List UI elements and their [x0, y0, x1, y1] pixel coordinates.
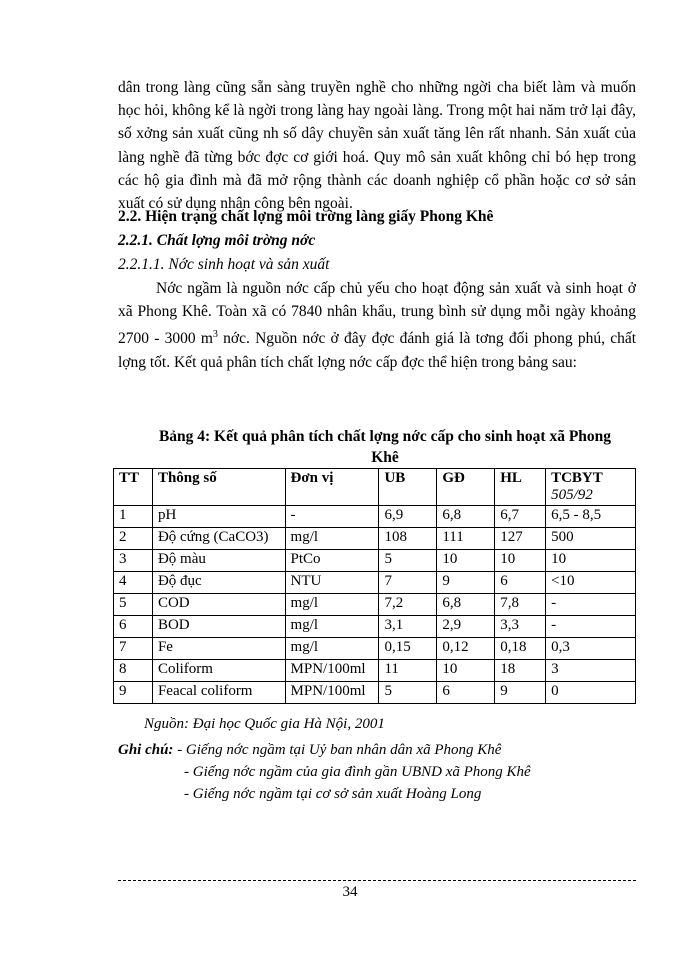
note-line	[118, 739, 531, 761]
cell-hl: 10	[495, 550, 546, 572]
cell-standard: -	[546, 594, 636, 616]
cell-standard: 6,5 - 8,5	[546, 506, 636, 528]
cell-unit: mg/l	[285, 616, 379, 638]
cell-gd: 10	[437, 550, 495, 572]
cell-parameter: Feacal coliform	[152, 682, 285, 704]
cell-ub: 6,9	[379, 506, 437, 528]
cell-gd: 2,9	[437, 616, 495, 638]
cell-standard: 0	[546, 682, 636, 704]
cell-unit: mg/l	[285, 638, 379, 660]
cell-gd: 9	[437, 572, 495, 594]
cell-parameter: Coliform	[152, 660, 285, 682]
water-quality-table	[113, 468, 636, 704]
table-source: Nguồn: Đại học Quốc gia Hà Nội, 2001	[144, 716, 385, 732]
table-caption: Bảng 4: Kết quả phân tích chất lợng nớc cấp cho sinh hoạt xã Phong Khê	[158, 428, 612, 466]
cell-parameter: Độ cứng (CaCO3)	[152, 528, 285, 550]
cell-ub: 5	[379, 682, 437, 704]
cell-hl: 0,18	[495, 638, 546, 660]
header-tt: TT	[114, 469, 153, 506]
cell-tt: 6	[114, 616, 153, 638]
cell-standard: 0,3	[546, 638, 636, 660]
table-row	[114, 638, 636, 660]
heading-2-2: 2.2. Hiện trạng chất lợng môi trờng làng giấy Phong Khê	[118, 208, 494, 225]
header-parameter: Thông số	[152, 469, 285, 506]
header-ub: UB	[379, 469, 437, 506]
page-number: 34	[342, 884, 358, 900]
table-row	[114, 506, 636, 528]
note-line: - Giếng nớc ngầm tại cơ sở sản xuất Hoàng Long	[184, 786, 482, 802]
cell-tt: 4	[114, 572, 153, 594]
cell-unit: mg/l	[285, 528, 379, 550]
header-hl: HL	[495, 469, 546, 506]
header-standard-name: TCBYT	[551, 470, 603, 486]
cell-tt: 9	[114, 682, 153, 704]
heading-2-2-1: 2.2.1. Chất lợng môi trờng nớc	[118, 232, 316, 249]
cell-gd: 0,12	[437, 638, 495, 660]
cell-gd: 6,8	[437, 506, 495, 528]
cell-ub: 11	[379, 660, 437, 682]
cell-standard: -	[546, 616, 636, 638]
cell-unit: PtCo	[285, 550, 379, 572]
cell-gd: 6,8	[437, 594, 495, 616]
header-unit: Đơn vị	[285, 469, 379, 506]
cell-tt: 5	[114, 594, 153, 616]
cell-gd: 111	[437, 528, 495, 550]
superscript-3: 3	[212, 329, 218, 341]
cell-gd: 6	[437, 682, 495, 704]
header-gd: GĐ	[437, 469, 495, 506]
heading-2-2-1-1: 2.2.1.1. Nớc sinh hoạt và sản xuất	[118, 256, 330, 273]
cell-tt: 8	[114, 660, 153, 682]
cell-gd: 10	[437, 660, 495, 682]
note-line: - Giếng nớc ngầm của gia đình gần UBND xã Phong Khê	[184, 764, 531, 780]
cell-standard: 10	[546, 550, 636, 572]
cell-unit: MPN/100ml	[285, 660, 379, 682]
cell-hl: 6	[495, 572, 546, 594]
cell-ub: 108	[379, 528, 437, 550]
table-row	[114, 660, 636, 682]
notes-label: Ghi chú:	[118, 742, 174, 758]
cell-standard: 3	[546, 660, 636, 682]
table-row	[114, 616, 636, 638]
body-paragraph-2	[118, 277, 636, 374]
cell-ub: 7,2	[379, 594, 437, 616]
cell-parameter: Độ đục	[152, 572, 285, 594]
note-text: - Giếng nớc ngầm tại Uỷ ban nhân dân xã Phong Khê	[177, 742, 502, 758]
cell-hl: 6,7	[495, 506, 546, 528]
table-row	[114, 550, 636, 572]
header-standard	[546, 469, 636, 506]
cell-parameter: BOD	[152, 616, 285, 638]
cell-ub: 0,15	[379, 638, 437, 660]
cell-hl: 9	[495, 682, 546, 704]
cell-parameter: pH	[152, 506, 285, 528]
table-notes	[118, 739, 531, 805]
table-row	[114, 682, 636, 704]
table-header-row	[114, 469, 636, 506]
cell-parameter: Độ màu	[152, 550, 285, 572]
footer-divider	[118, 880, 636, 881]
cell-hl: 18	[495, 660, 546, 682]
paragraph-2-text-end: nớc. Nguồn nớc ở đây đợc đánh giá là tơng đối phong phú, chất lợng tốt. Kết quả phân tích chất lợng nớc cấp đợc thể hiện trong bảng sau:	[118, 330, 637, 371]
cell-unit: mg/l	[285, 594, 379, 616]
cell-parameter: Fe	[152, 638, 285, 660]
body-paragraph-1: dân trong làng cũng sẵn sàng truyền nghề cho những ngời cha biết làm và muốn học hỏi, không kể là ngời trong làng hay ngoài làng. Trong một hai năm trở lại đây, số xởng sản xuất cũng nh số dây chuyền sản xuất tăng lên rất nhanh. Sản xuất của làng nghề đã từng bớc đợc cơ giới hoá. Quy mô sản xuất không chỉ bó hẹp trong các hộ gia đình mà đã mở rộng thành các doanh nghiệp cổ phần hoặc cơ sở sản xuất có sử dụng nhân công bên ngoài.	[118, 79, 636, 213]
cell-tt: 2	[114, 528, 153, 550]
cell-ub: 5	[379, 550, 437, 572]
cell-unit: -	[285, 506, 379, 528]
paragraph-2-text-start: Nớc ngầm là nguồn nớc cấp chủ yếu cho hoạt động sản xuất và sinh hoạt ở xã Phong Khê. Toàn xã có 7840 nhân khẩu, trung bình sử dụng mỗi ngày khoảng 2700 - 3000 m	[118, 280, 636, 348]
table-row	[114, 572, 636, 594]
cell-hl: 127	[495, 528, 546, 550]
cell-tt: 3	[114, 550, 153, 572]
cell-standard: <10	[546, 572, 636, 594]
cell-unit: NTU	[285, 572, 379, 594]
cell-parameter: COD	[152, 594, 285, 616]
cell-tt: 1	[114, 506, 153, 528]
cell-unit: MPN/100ml	[285, 682, 379, 704]
cell-ub: 7	[379, 572, 437, 594]
table-row	[114, 528, 636, 550]
header-standard-number: 505/92	[551, 487, 593, 503]
table-row	[114, 594, 636, 616]
cell-hl: 3,3	[495, 616, 546, 638]
cell-tt: 7	[114, 638, 153, 660]
cell-ub: 3,1	[379, 616, 437, 638]
cell-hl: 7,8	[495, 594, 546, 616]
cell-standard: 500	[546, 528, 636, 550]
